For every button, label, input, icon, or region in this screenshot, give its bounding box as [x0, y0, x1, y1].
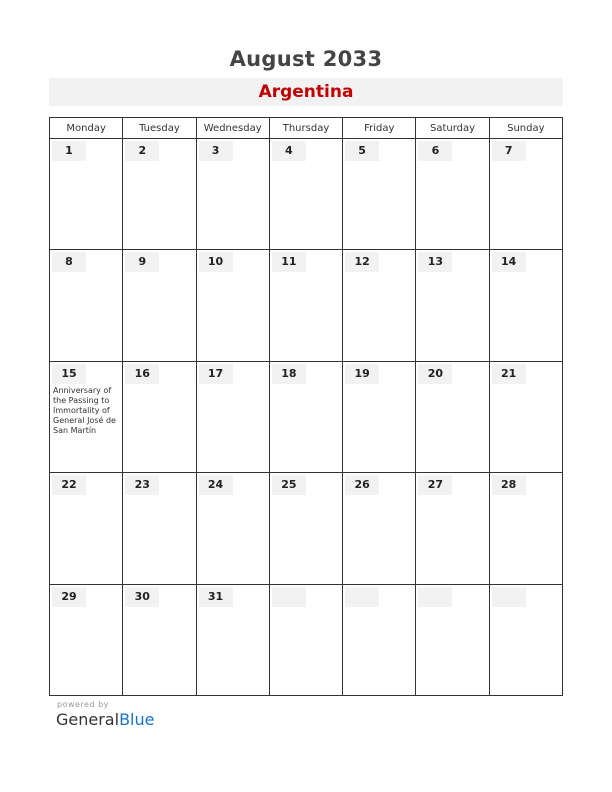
week-row	[50, 139, 563, 250]
day-number: 29	[52, 587, 86, 607]
day-cell[interactable]	[343, 250, 416, 361]
day-number: 11	[272, 252, 306, 272]
brand-general: General	[56, 710, 120, 729]
day-number: 17	[199, 364, 233, 384]
day-number: 8	[52, 252, 86, 272]
day-cell[interactable]	[343, 473, 416, 584]
day-cell[interactable]	[416, 250, 489, 361]
week-row	[50, 361, 563, 472]
day-cell[interactable]	[196, 361, 269, 472]
day-number: 23	[125, 475, 159, 495]
day-cell[interactable]	[416, 473, 489, 584]
day-number: 10	[199, 252, 233, 272]
day-cell[interactable]	[269, 250, 342, 361]
day-cell[interactable]	[343, 139, 416, 250]
day-number: 16	[125, 364, 159, 384]
day-number: 30	[125, 587, 159, 607]
day-number: 2	[125, 141, 159, 161]
weekday-sunday: Sunday	[489, 118, 562, 139]
day-cell[interactable]	[123, 584, 196, 695]
powered-by-text: powered by	[57, 700, 109, 709]
day-number: 18	[272, 364, 306, 384]
day-number: 14	[492, 252, 526, 272]
day-cell[interactable]	[196, 473, 269, 584]
day-cell[interactable]	[269, 139, 342, 250]
day-cell[interactable]	[123, 250, 196, 361]
weekday-wednesday: Wednesday	[196, 118, 269, 139]
holiday-label: Anniversary of the Passing to Immortality of General José de San Martín	[53, 385, 116, 435]
day-cell[interactable]	[269, 361, 342, 472]
calendar-grid	[49, 117, 563, 696]
weekday-saturday: Saturday	[416, 118, 489, 139]
weekday-tuesday: Tuesday	[123, 118, 196, 139]
day-cell[interactable]	[489, 584, 562, 695]
day-number	[418, 587, 452, 607]
day-number	[345, 587, 379, 607]
day-number: 5	[345, 141, 379, 161]
footer	[56, 700, 154, 729]
day-number: 26	[345, 475, 379, 495]
day-cell[interactable]	[123, 473, 196, 584]
day-number: 31	[199, 587, 233, 607]
day-cell[interactable]	[416, 361, 489, 472]
day-number: 3	[199, 141, 233, 161]
day-cell[interactable]	[416, 139, 489, 250]
day-number: 28	[492, 475, 526, 495]
day-cell[interactable]	[50, 584, 123, 695]
day-number: 15	[52, 364, 86, 384]
week-row	[50, 584, 563, 695]
weekday-header-row	[50, 118, 563, 139]
day-cell[interactable]	[489, 139, 562, 250]
day-number	[272, 587, 306, 607]
day-cell[interactable]	[343, 361, 416, 472]
day-cell[interactable]	[50, 250, 123, 361]
week-row	[50, 250, 563, 361]
day-cell[interactable]	[489, 473, 562, 584]
day-number: 12	[345, 252, 379, 272]
weekday-thursday: Thursday	[269, 118, 342, 139]
day-number: 21	[492, 364, 526, 384]
day-number: 6	[418, 141, 452, 161]
weekday-friday: Friday	[343, 118, 416, 139]
day-cell[interactable]	[416, 584, 489, 695]
day-number: 24	[199, 475, 233, 495]
weekday-monday: Monday	[50, 118, 123, 139]
day-cell[interactable]	[50, 139, 123, 250]
day-number: 7	[492, 141, 526, 161]
day-cell[interactable]	[343, 584, 416, 695]
day-cell[interactable]	[196, 584, 269, 695]
day-cell[interactable]	[123, 139, 196, 250]
country-name: Argentina	[258, 82, 354, 102]
day-number: 1	[52, 141, 86, 161]
day-cell[interactable]	[269, 473, 342, 584]
day-cell[interactable]	[489, 250, 562, 361]
day-cell[interactable]	[50, 473, 123, 584]
country-banner	[49, 78, 563, 106]
day-number: 9	[125, 252, 159, 272]
day-number: 4	[272, 141, 306, 161]
day-cell[interactable]	[196, 139, 269, 250]
day-number: 20	[418, 364, 452, 384]
day-number: 19	[345, 364, 379, 384]
day-cell[interactable]	[489, 361, 562, 472]
day-cell[interactable]	[196, 250, 269, 361]
day-cell[interactable]	[50, 361, 123, 472]
day-number: 22	[52, 475, 86, 495]
day-number: 25	[272, 475, 306, 495]
week-row	[50, 473, 563, 584]
day-number: 27	[418, 475, 452, 495]
day-cell[interactable]	[123, 361, 196, 472]
generalblue-logo[interactable]	[56, 710, 154, 729]
brand-blue: Blue	[119, 710, 155, 729]
day-number: 13	[418, 252, 452, 272]
calendar-title: August 2033	[229, 47, 383, 71]
day-number	[492, 587, 526, 607]
day-cell[interactable]	[269, 584, 342, 695]
